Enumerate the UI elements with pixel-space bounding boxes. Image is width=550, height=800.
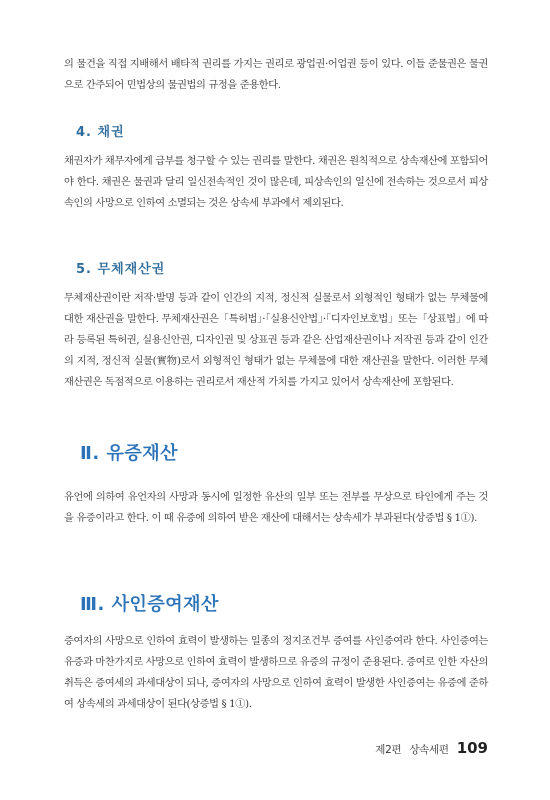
section-heading-intangible: 5. 무체재산권 [76, 262, 166, 277]
page-number: 109 [456, 739, 488, 757]
gift-mortis-paragraph: 증여자의 사망으로 인하여 효력이 발생하는 일종의 정지조건부 증여를 사인증여라 한다. 사인증여는 유증과 마찬가지로 사망으로 인하여 효력이 발생하므로 유증의 규정이 준용된다. 증여로 인한 자산의 취득은 증여세의 과세대상이 되나, 증여자의 사망으로 인하여 효력이 발생한 사인증여는 유증에 준하여 상속세의 과세대상이 된다(상증법 § 1①). [64, 636, 488, 710]
chapter-heading-gift-mortis: Ⅲ. 사인증여재산 [80, 594, 219, 615]
intangible-paragraph: 무체재산권이란 저작·발명 등과 같이 인간의 지적, 정신적 실물로서 외형적인 형태가 없는 무체물에 대한 재산권을 말한다. 무체재산권은「특허법」·「실용신안법」·「디자인보호법」또는「상표법」에 따라 등록된 특허권, 실용신안권, 디자인권 및 상표권 등과 같은 산업재산권이나 저작권 등과 같이 인간의 지적, 정신적 실물(實物)로서 외형적인 형태가 없는 무체물에 대한 재산권을 말한다. 이러한 무체재산권은 독점적으로 이용하는 권리로서 재산적 가치를 가지고 있어서 상속재산에 포함된다. [64, 293, 488, 388]
bequest-paragraph: 유언에 의하여 유언자의 사망과 동시에 일정한 유산의 일부 또는 전부를 무상으로 타인에게 주는 것을 유증이라고 한다. 이 때 유증에 의하여 받은 재산에 대해서는 상속세가 부과된다(상증법 § 1①). [64, 492, 488, 524]
chapter-heading-bequest: Ⅱ. 유증재산 [80, 443, 179, 464]
page-footer [375, 738, 488, 757]
claims-paragraph: 채권자가 채무자에게 급부를 청구할 수 있는 권리를 말한다. 채권은 원칙적으로 상속재산에 포함되어야 한다. 채권은 물권과 달리 일신전속적인 것이 많은데, 피상속인의 일신에 전속하는 것으로서 피상속인의 사망으로 인하여 소멸되는 것은 상속세 부과에서 제외된다. [64, 156, 488, 209]
intro-paragraph: 의 물건을 직접 지배해서 배타적 권리를 가지는 권리로 광업권·어업권 등이 있다. 이들 준물권은 물권으로 간주되어 민법상의 물권법의 규정을 준용한다. [64, 59, 488, 91]
section-heading-claims: 4. 채권 [76, 125, 125, 140]
footer-chapter: 제2편 [375, 744, 402, 756]
footer-section: 상속세편 [409, 744, 449, 756]
